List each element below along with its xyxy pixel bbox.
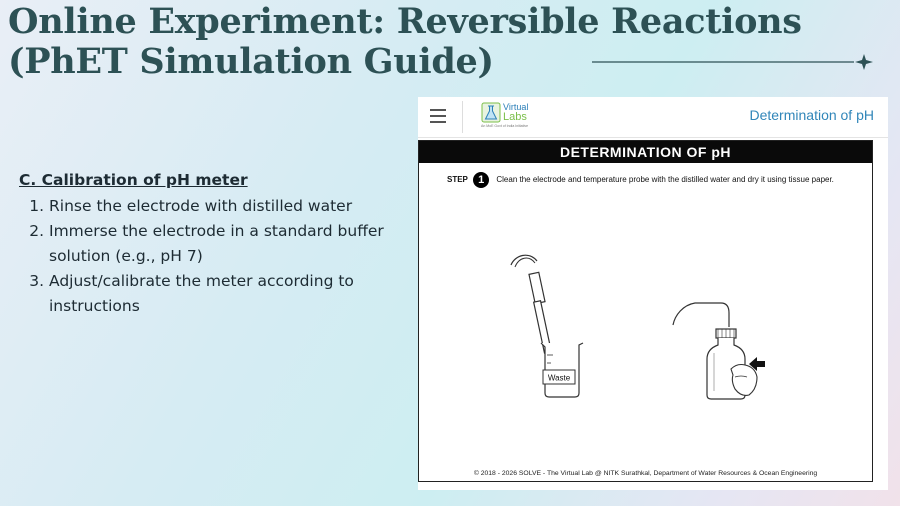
virtual-lab-screenshot: [418, 97, 888, 490]
section-heading: C. Calibration of pH meter: [19, 171, 248, 189]
steps-list: [19, 194, 409, 319]
step-label: STEP: [447, 175, 468, 185]
simulation-panel: [418, 140, 873, 482]
step-instruction: [447, 172, 867, 188]
waste-beaker[interactable]: [541, 343, 583, 397]
step-number-badge: 1: [473, 172, 489, 188]
logo-tagline: An MoE Govt of India Initiative: [481, 124, 529, 128]
panel-title: DETERMINATION OF pH: [419, 141, 872, 163]
lab-illustration: [499, 251, 789, 431]
header-divider: [462, 101, 463, 133]
sparkle-icon: [855, 54, 873, 70]
virtual-labs-logo[interactable]: [481, 101, 551, 131]
list-item: 1. Rinse the electrode with distilled water: [49, 194, 409, 219]
header-page-title: Determination of pH: [749, 107, 874, 123]
title-divider: [592, 54, 874, 70]
slide-title: Online Experiment: Reversible Reactions (PhET Simulation Guide): [8, 1, 802, 82]
calibration-section: [19, 171, 409, 319]
flask-logo-icon: [481, 102, 501, 124]
wash-bottle[interactable]: [673, 303, 757, 399]
beaker-label: Waste: [547, 373, 571, 383]
list-item: 2. Immerse the electrode in a standard buffer solution (e.g., pH 7): [49, 219, 409, 269]
copyright-footer: © 2018 - 2026 SOLVE - The Virtual Lab @ NITK Surathkal, Department of Water Resources & Ocean Engineering: [473, 470, 818, 477]
vl-header: [418, 97, 888, 138]
hamburger-icon[interactable]: [430, 109, 446, 123]
list-item: 3. Adjust/calibrate the meter according to instructions: [49, 269, 409, 319]
step-text: Clean the electrode and temperature probe with the distilled water and dry it using tissue paper.: [496, 175, 834, 185]
logo-text: Virtual Labs: [503, 102, 529, 123]
